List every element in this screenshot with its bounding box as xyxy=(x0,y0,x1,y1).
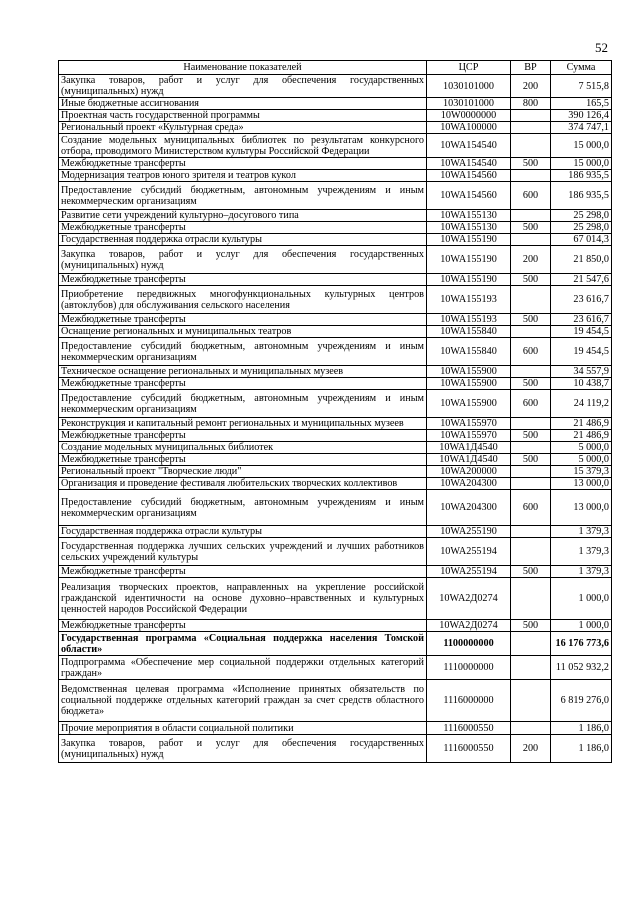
row-sum: 11 052 932,2 xyxy=(551,656,612,680)
row-name: Государственная поддержка лучших сельских учреждений и лучших работников сельских учреждений культуры xyxy=(59,538,427,566)
row-code: 10WA155193 xyxy=(427,286,511,314)
table-row xyxy=(59,326,612,338)
row-code: 1116000550 xyxy=(427,722,511,735)
table-row xyxy=(59,578,612,620)
row-code: 10WA1Д4540 xyxy=(427,442,511,454)
row-name: Модернизация театров юного зрителя и театров кукол xyxy=(59,170,427,182)
row-sum: 1 000,0 xyxy=(551,620,612,632)
row-sum: 13 000,0 xyxy=(551,490,612,526)
row-vr xyxy=(511,234,551,246)
table-row xyxy=(59,430,612,442)
row-sum: 1 186,0 xyxy=(551,735,612,763)
row-code: 1030101000 xyxy=(427,75,511,98)
table-row xyxy=(59,735,612,763)
row-vr xyxy=(511,466,551,478)
table-row xyxy=(59,234,612,246)
row-sum: 15 000,0 xyxy=(551,158,612,170)
row-name: Подпрограмма «Обеспечение мер социальной поддержки отдельных категорий граждан» xyxy=(59,656,427,680)
row-sum: 1 379,3 xyxy=(551,538,612,566)
row-vr: 500 xyxy=(511,314,551,326)
row-vr xyxy=(511,418,551,430)
row-code: 10WA154560 xyxy=(427,170,511,182)
row-sum: 5 000,0 xyxy=(551,442,612,454)
row-vr xyxy=(511,110,551,122)
row-vr xyxy=(511,134,551,158)
header-sum: Сумма xyxy=(551,61,612,75)
table-row xyxy=(59,490,612,526)
table-row xyxy=(59,680,612,722)
header-vr: ВР xyxy=(511,61,551,75)
row-code: 10WA155900 xyxy=(427,366,511,378)
row-name: Межбюджетные трансферты xyxy=(59,274,427,286)
table-row xyxy=(59,222,612,234)
row-vr xyxy=(511,478,551,490)
row-sum: 21 547,6 xyxy=(551,274,612,286)
row-sum: 19 454,5 xyxy=(551,326,612,338)
table-row xyxy=(59,158,612,170)
table-row xyxy=(59,466,612,478)
row-vr: 600 xyxy=(511,182,551,210)
row-code: 10WA204300 xyxy=(427,490,511,526)
table-row xyxy=(59,210,612,222)
row-name: Приобретение передвижных многофункциональных культурных центров (автоклубов) для обслуживания сельского населения xyxy=(59,286,427,314)
table-row xyxy=(59,478,612,490)
row-sum: 21 486,9 xyxy=(551,418,612,430)
row-code: 10WA155900 xyxy=(427,378,511,390)
row-name: Региональный проект «Культурная среда» xyxy=(59,122,427,134)
table-row xyxy=(59,418,612,430)
row-code: 10WA155970 xyxy=(427,418,511,430)
header-code: ЦСР xyxy=(427,61,511,75)
row-code: 10WA255194 xyxy=(427,538,511,566)
row-sum: 13 000,0 xyxy=(551,478,612,490)
row-code: 10WA255194 xyxy=(427,566,511,578)
row-name: Предоставление субсидий бюджетным, автономным учреждениям и иным некоммерческим организациям xyxy=(59,490,427,526)
row-name: Межбюджетные трансферты xyxy=(59,430,427,442)
row-sum: 1 000,0 xyxy=(551,578,612,620)
row-vr xyxy=(511,632,551,656)
row-name: Создание модельных муниципальных библиотек xyxy=(59,442,427,454)
row-code: 10WA155190 xyxy=(427,274,511,286)
row-sum: 21 850,0 xyxy=(551,246,612,274)
row-name: Предоставление субсидий бюджетным, автономным учреждениям и иным некоммерческим организациям xyxy=(59,338,427,366)
table-row xyxy=(59,274,612,286)
row-code: 10WA1Д4540 xyxy=(427,454,511,466)
row-vr: 500 xyxy=(511,378,551,390)
table-row xyxy=(59,378,612,390)
row-vr xyxy=(511,526,551,538)
row-vr xyxy=(511,442,551,454)
row-vr xyxy=(511,656,551,680)
table-row xyxy=(59,246,612,274)
row-name: Государственная программа «Социальная поддержка населения Томской области» xyxy=(59,632,427,656)
row-name: Государственная поддержка отрасли культуры xyxy=(59,526,427,538)
table-row xyxy=(59,98,612,110)
row-name: Реализация творческих проектов, направленных на укрепление российской гражданской идентичности на основе духовно–нравственных и культурных ценностей народов Российской Федерации xyxy=(59,578,427,620)
row-name: Техническое оснащение региональных и муниципальных музеев xyxy=(59,366,427,378)
row-vr xyxy=(511,538,551,566)
row-code: 10WA100000 xyxy=(427,122,511,134)
row-name: Проектная часть государственной программы xyxy=(59,110,427,122)
row-name: Государственная поддержка отрасли культуры xyxy=(59,234,427,246)
row-vr xyxy=(511,680,551,722)
row-sum: 23 616,7 xyxy=(551,286,612,314)
row-code: 10W0000000 xyxy=(427,110,511,122)
table-row xyxy=(59,632,612,656)
row-sum: 25 298,0 xyxy=(551,222,612,234)
row-code: 10WA155190 xyxy=(427,234,511,246)
page-number: 52 xyxy=(595,40,608,55)
row-code: 1100000000 xyxy=(427,632,511,656)
row-code: 10WA155840 xyxy=(427,338,511,366)
row-code: 10WA154560 xyxy=(427,182,511,210)
header-name: Наименование показателей xyxy=(59,61,427,75)
row-code: 1116000550 xyxy=(427,735,511,763)
row-name: Предоставление субсидий бюджетным, автономным учреждениям и иным некоммерческим организациям xyxy=(59,390,427,418)
table-row xyxy=(59,110,612,122)
table-row xyxy=(59,722,612,735)
row-name: Межбюджетные трансферты xyxy=(59,454,427,466)
table-row xyxy=(59,122,612,134)
row-name: Межбюджетные трансферты xyxy=(59,566,427,578)
row-sum: 374 747,1 xyxy=(551,122,612,134)
row-code: 1030101000 xyxy=(427,98,511,110)
row-code: 1110000000 xyxy=(427,656,511,680)
row-name: Региональный проект "Творческие люди" xyxy=(59,466,427,478)
table-row xyxy=(59,182,612,210)
row-code: 10WA2Д0274 xyxy=(427,620,511,632)
row-code: 10WA155840 xyxy=(427,326,511,338)
row-code: 10WA155190 xyxy=(427,246,511,274)
row-vr xyxy=(511,210,551,222)
row-code: 10WA155193 xyxy=(427,314,511,326)
row-vr: 500 xyxy=(511,620,551,632)
row-code: 10WA155130 xyxy=(427,222,511,234)
row-vr: 500 xyxy=(511,158,551,170)
table-row xyxy=(59,454,612,466)
row-vr xyxy=(511,170,551,182)
row-sum: 15 379,3 xyxy=(551,466,612,478)
row-code: 10WA204300 xyxy=(427,478,511,490)
table-row xyxy=(59,620,612,632)
row-name: Закупка товаров, работ и услуг для обеспечения государственных (муниципальных) нужд xyxy=(59,246,427,274)
row-code: 10WA255190 xyxy=(427,526,511,538)
row-sum: 1 379,3 xyxy=(551,526,612,538)
table-row xyxy=(59,366,612,378)
row-vr xyxy=(511,326,551,338)
row-vr xyxy=(511,578,551,620)
table-row xyxy=(59,134,612,158)
row-code: 10WA155900 xyxy=(427,390,511,418)
row-name: Оснащение региональных и муниципальных театров xyxy=(59,326,427,338)
row-name: Закупка товаров, работ и услуг для обеспечения государственных (муниципальных) нужд xyxy=(59,735,427,763)
row-name: Межбюджетные трансферты xyxy=(59,378,427,390)
table-body xyxy=(59,75,612,763)
row-name: Межбюджетные трансферты xyxy=(59,158,427,170)
row-sum: 16 176 773,6 xyxy=(551,632,612,656)
row-name: Закупка товаров, работ и услуг для обеспечения государственных (муниципальных) нужд xyxy=(59,75,427,98)
row-code: 10WA154540 xyxy=(427,158,511,170)
row-sum: 10 438,7 xyxy=(551,378,612,390)
row-vr: 500 xyxy=(511,274,551,286)
table-row xyxy=(59,390,612,418)
row-vr: 200 xyxy=(511,735,551,763)
row-vr: 500 xyxy=(511,454,551,466)
row-name: Иные бюджетные ассигнования xyxy=(59,98,427,110)
row-vr: 200 xyxy=(511,246,551,274)
row-name: Межбюджетные трансферты xyxy=(59,314,427,326)
row-vr: 600 xyxy=(511,338,551,366)
row-name: Развитие сети учреждений культурно–досугового типа xyxy=(59,210,427,222)
row-sum: 23 616,7 xyxy=(551,314,612,326)
row-sum: 24 119,2 xyxy=(551,390,612,418)
table-row xyxy=(59,314,612,326)
table-row xyxy=(59,338,612,366)
row-sum: 186 935,5 xyxy=(551,170,612,182)
row-sum: 67 014,3 xyxy=(551,234,612,246)
row-name: Организация и проведение фестиваля любительских творческих коллективов xyxy=(59,478,427,490)
row-sum: 390 126,4 xyxy=(551,110,612,122)
table-row xyxy=(59,526,612,538)
row-vr: 500 xyxy=(511,430,551,442)
row-sum: 15 000,0 xyxy=(551,134,612,158)
row-code: 10WA155130 xyxy=(427,210,511,222)
table-row xyxy=(59,286,612,314)
row-vr xyxy=(511,722,551,735)
row-vr xyxy=(511,122,551,134)
row-sum: 165,5 xyxy=(551,98,612,110)
row-sum: 19 454,5 xyxy=(551,338,612,366)
row-name: Предоставление субсидий бюджетным, автономным учреждениям и иным некоммерческим организациям xyxy=(59,182,427,210)
row-code: 10WA155970 xyxy=(427,430,511,442)
row-name: Создание модельных муниципальных библиотек по результатам конкурсного отбора, проводимого Министерством культуры Российской Федерации xyxy=(59,134,427,158)
row-name: Межбюджетные трансферты xyxy=(59,620,427,632)
row-sum: 25 298,0 xyxy=(551,210,612,222)
row-vr: 500 xyxy=(511,566,551,578)
row-vr xyxy=(511,286,551,314)
table-row xyxy=(59,656,612,680)
row-vr: 600 xyxy=(511,490,551,526)
table-row xyxy=(59,538,612,566)
row-sum: 1 186,0 xyxy=(551,722,612,735)
row-code: 1116000000 xyxy=(427,680,511,722)
row-vr: 800 xyxy=(511,98,551,110)
row-name: Прочие мероприятия в области социальной политики xyxy=(59,722,427,735)
row-sum: 21 486,9 xyxy=(551,430,612,442)
row-vr: 500 xyxy=(511,222,551,234)
row-name: Реконструкция и капитальный ремонт региональных и муниципальных музеев xyxy=(59,418,427,430)
table-row xyxy=(59,170,612,182)
row-sum: 1 379,3 xyxy=(551,566,612,578)
table-row xyxy=(59,442,612,454)
row-vr: 200 xyxy=(511,75,551,98)
table-row xyxy=(59,75,612,98)
row-vr xyxy=(511,366,551,378)
row-name: Ведомственная целевая программа «Исполнение принятых обязательств по социальной поддержке отдельных категорий граждан за счет средств областного бюджета» xyxy=(59,680,427,722)
row-sum: 6 819 276,0 xyxy=(551,680,612,722)
row-sum: 7 515,8 xyxy=(551,75,612,98)
row-sum: 34 557,9 xyxy=(551,366,612,378)
row-vr: 600 xyxy=(511,390,551,418)
row-sum: 5 000,0 xyxy=(551,454,612,466)
row-sum: 186 935,5 xyxy=(551,182,612,210)
budget-table xyxy=(58,60,612,763)
table-header-row xyxy=(59,61,612,75)
row-code: 10WA200000 xyxy=(427,466,511,478)
table-row xyxy=(59,566,612,578)
row-code: 10WA2Д0274 xyxy=(427,578,511,620)
row-name: Межбюджетные трансферты xyxy=(59,222,427,234)
row-code: 10WA154540 xyxy=(427,134,511,158)
